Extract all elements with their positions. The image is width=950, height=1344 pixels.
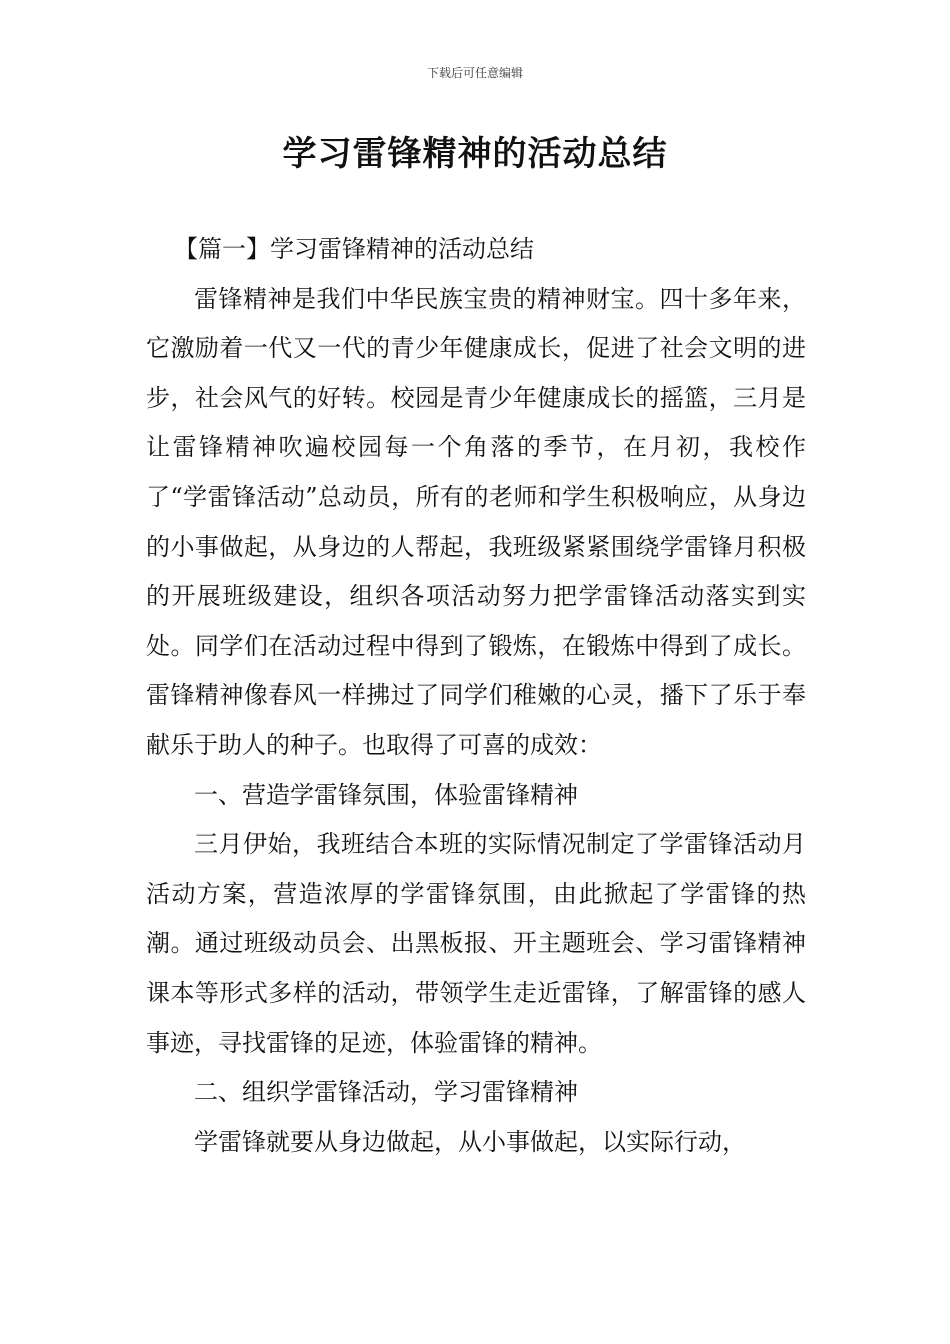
section-heading: 【篇一】学习雷锋精神的活动总结 (174, 235, 534, 263)
paragraph-one: 三月伊始，我班结合本班的实际情况制定了学雷锋活动月活动方案，营造浓厚的学雷锋氛围，由此掀起了学雷锋的热潮。通过班级动员会、出黑板报、开主题班会、学习雷锋精神课本等形式多样的活动，带领学生走近雷锋，了解雷锋的感人事迹，寻找雷锋的足迹，体验雷锋的精神。 (146, 830, 806, 1057)
header-note: 下载后可任意编辑 (426, 66, 523, 80)
subheading-one: 一、营造学雷锋氛围，体验雷锋精神 (194, 780, 578, 809)
document-body (146, 225, 806, 1167)
paragraph-intro: 雷锋精神是我们中华民族宝贵的精神财宝。四十多年来，它激励着一代又一代的青少年健康成长，促进了社会文明的进步，社会风气的好转。校园是青少年健康成长的摇篮，三月是让雷锋精神吹遍校园每一个角落的季节，在月初，我校作了“学雷锋活动”总动员，所有的老师和学生积极响应，从身边的小事做起，从身边的人帮起，我班级紧紧围绕学雷锋月积极的开展班级建设，组织各项活动努力把学雷锋活动落实到实处。同学们在活动过程中得到了锻炼，在锻炼中得到了成长。雷锋精神像春风一样拂过了同学们稚嫩的心灵，播下了乐于奉献乐于助人的种子。也取得了可喜的成效： (146, 284, 806, 759)
paragraph-two: 学雷锋就要从身边做起，从小事做起，以实际行动， (194, 1127, 746, 1156)
subheading-two: 二、组织学雷锋活动，学习雷锋精神 (194, 1078, 578, 1107)
document-title: 学习雷锋精神的活动总结 (282, 134, 668, 174)
